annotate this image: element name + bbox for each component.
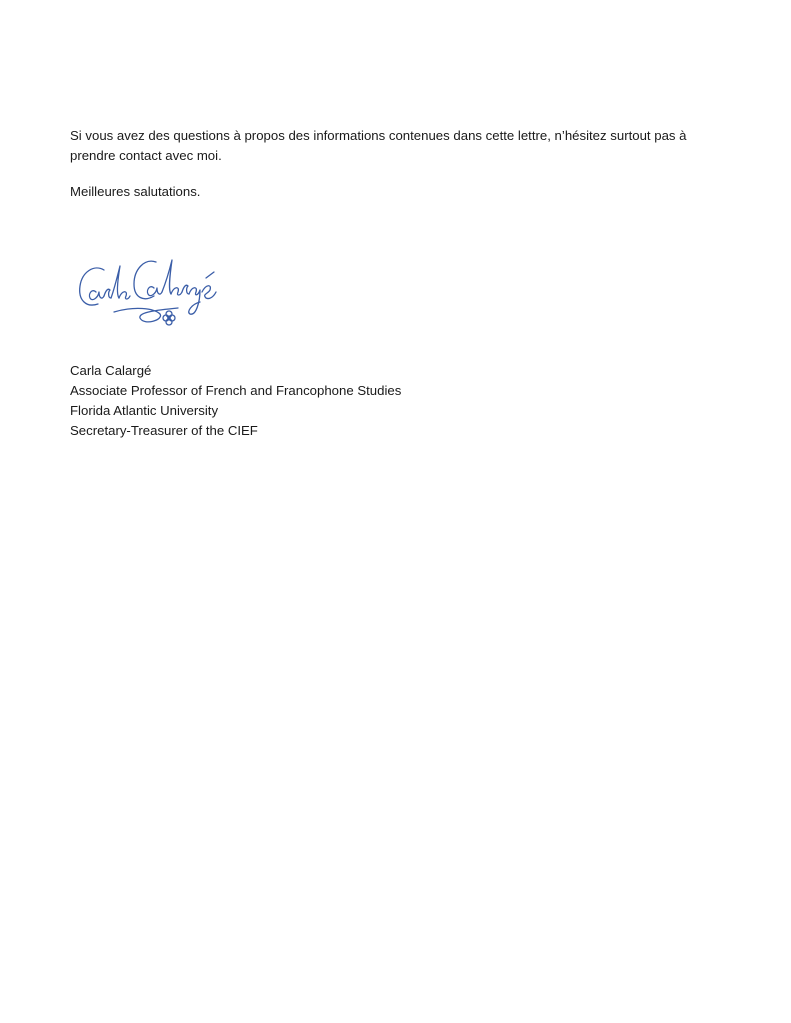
signatory-name: Carla Calargé [70, 363, 152, 378]
signatory-block [70, 361, 401, 441]
salutation: Meilleures salutations. [70, 184, 201, 199]
signatory-role: Secretary-Treasurer of the CIEF [70, 423, 258, 438]
signatory-title: Associate Professor of French and Francophone Studies [70, 383, 402, 398]
closing-paragraph: Si vous avez des questions à propos des informations contenues dans cette lettre, n’hésitez surtout pas à prendre contact avec moi. [70, 128, 687, 163]
signature-image [74, 252, 260, 336]
signatory-institution: Florida Atlantic University [70, 403, 219, 418]
handwritten-signature [74, 252, 260, 336]
